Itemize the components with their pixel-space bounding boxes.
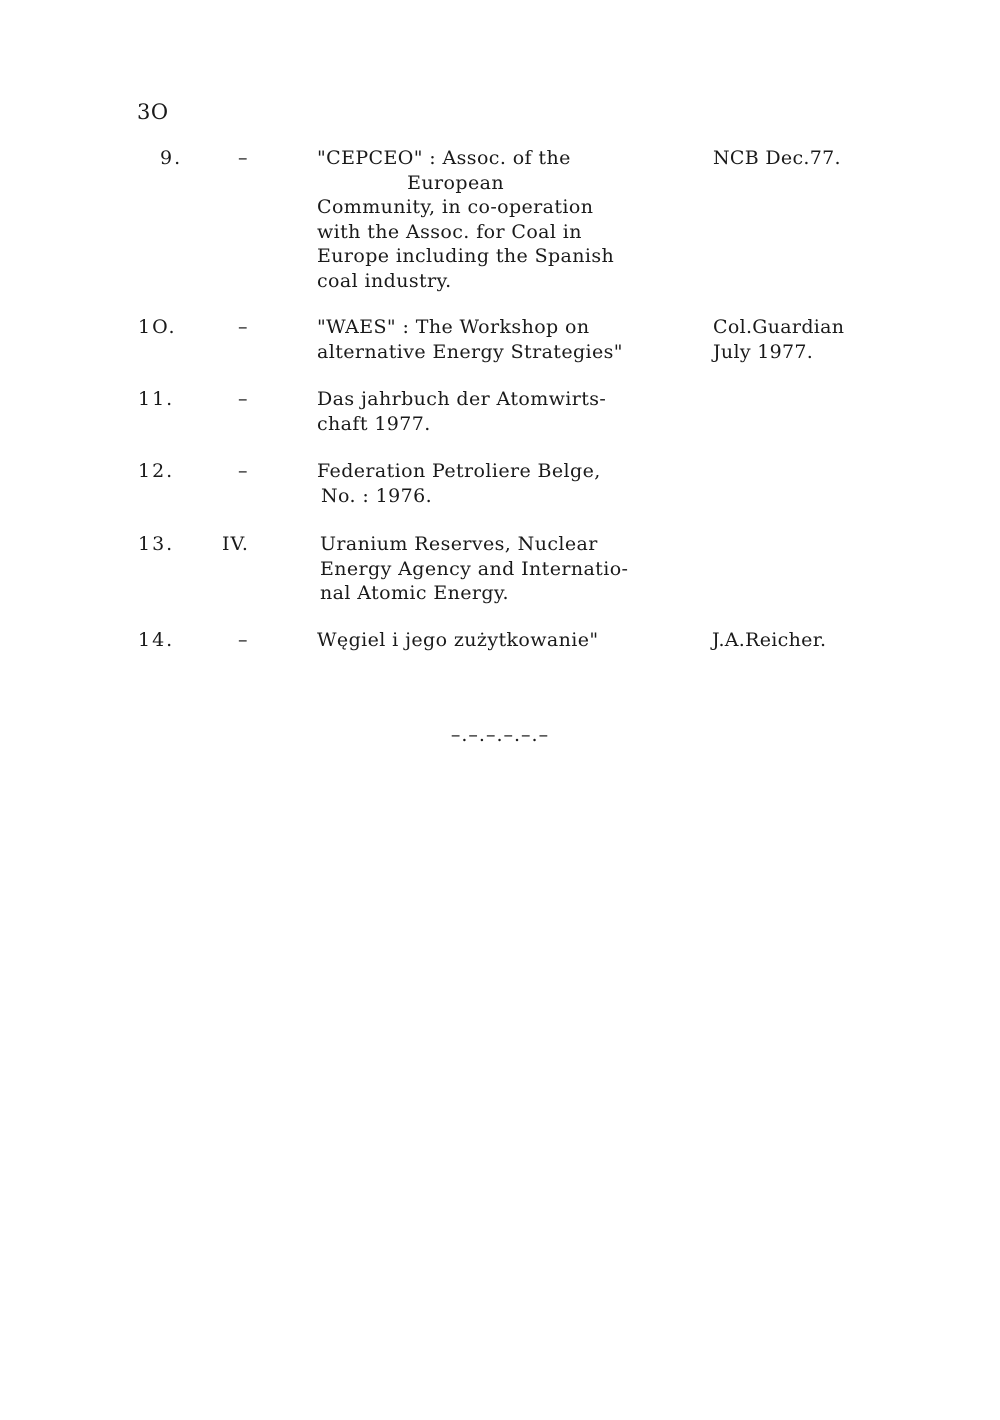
entry-title-line: coal industry.: [317, 269, 452, 292]
page-number: 3O: [137, 100, 169, 124]
entry-number: 1O.: [138, 316, 177, 338]
entry-source: [713, 315, 913, 364]
entry-number: 13.: [138, 533, 175, 555]
entry-title-line: Europe including the Spanish: [317, 245, 615, 267]
entry-title-line: with the Assoc. for Coal in: [317, 220, 582, 243]
entry-title: [317, 459, 697, 508]
entry-title-line: "CEPCEO" : Assoc. of the: [317, 147, 571, 169]
entry-number: 9.: [160, 147, 183, 169]
entry-source-line: NCB Dec.77.: [713, 147, 841, 169]
end-of-section-mark: –.–.–.–.–.–: [450, 724, 550, 746]
entry-title-line: Federation Petroliere Belge,: [317, 460, 601, 482]
entry-source-line: J.A.Reicher.: [712, 629, 827, 651]
entry-title-line: European: [317, 171, 504, 194]
entry-reference: –: [238, 388, 249, 410]
entry-reference: IV.: [222, 533, 249, 555]
entry-title-line: Das jahrbuch der Atomwirts-: [317, 388, 607, 410]
entry-title: [317, 387, 697, 436]
entry-title-line: chaft 1977.: [317, 412, 431, 435]
entry-reference: –: [238, 629, 249, 651]
entry-reference: –: [238, 147, 249, 169]
entry-title: [317, 315, 697, 364]
entry-reference: –: [238, 460, 249, 482]
entry-number: 14.: [138, 629, 175, 651]
entry-source-line: Col.Guardian: [713, 316, 845, 338]
entry-title: [320, 532, 700, 606]
entry-title-line: "WAES" : The Workshop on: [317, 316, 590, 338]
entry-number: 11.: [138, 388, 175, 410]
entry-number: 12.: [138, 460, 175, 482]
entry-title-line: No. : 1976.: [321, 484, 433, 507]
entry-title-line: alternative Energy Strategies": [317, 340, 623, 363]
entry-source: [712, 628, 912, 653]
entry-title-line: Węgiel i jego zużytkowanie": [317, 629, 599, 651]
entry-title: [317, 628, 697, 653]
entry-title: [317, 146, 697, 293]
entry-reference: –: [238, 316, 249, 338]
entry-title-line: Uranium Reserves, Nuclear: [320, 533, 598, 555]
entry-title-line: Energy Agency and Internatio-: [320, 557, 629, 580]
entry-source: [713, 146, 913, 171]
entry-source-line: July 1977.: [713, 340, 814, 363]
entry-title-line: Community, in co-operation: [317, 196, 594, 218]
entry-title-line: nal Atomic Energy.: [320, 582, 509, 604]
